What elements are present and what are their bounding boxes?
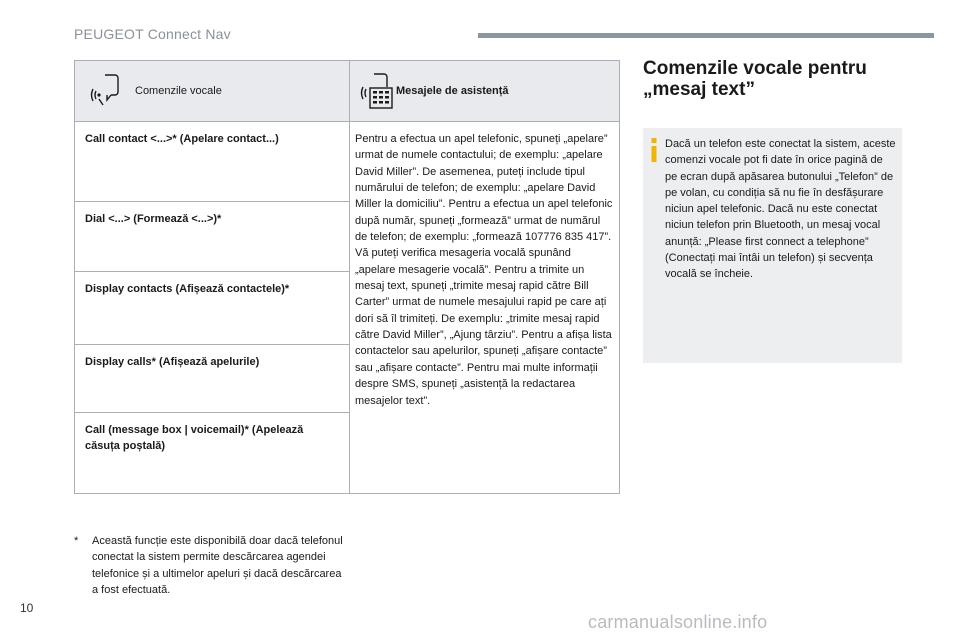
header-bar	[478, 33, 934, 38]
commands-column	[75, 122, 350, 494]
page-header-title: PEUGEOT Connect Nav	[74, 26, 231, 42]
table-header	[75, 61, 619, 122]
watermark: carmanualsonline.info	[588, 612, 768, 632]
command-display-calls: Display calls* (Afișează apelurile)	[75, 345, 349, 413]
page-number: 10	[20, 601, 34, 615]
voice-assistance-icon	[358, 71, 394, 111]
table-header-commands	[75, 61, 350, 121]
table-header-assistance	[350, 61, 618, 121]
section-title: Comenzile vocale pentru „mesaj text”	[643, 58, 867, 100]
footnote-mark: *	[74, 535, 79, 547]
command-call-voicemail: Call (message box | voicemail)* (Apelează căsuța poștală)	[85, 424, 304, 452]
info-box	[643, 128, 902, 363]
table-header-assistance-label: Mesajele de asistență	[396, 85, 509, 97]
info-icon	[649, 138, 659, 162]
footnote	[74, 533, 344, 598]
assistance-message-text: Pentru a efectua un apel telefonic, spuneți „apelare” urmat de numele contactului; de exemplu: „apelare David Miller”. De asemenea, puteți include tipul numărului de telefon; de exemplu: „apelare David Miller la domiciliu”. Pentru a efectua un apel telefonic după număr, spuneți „formează” urmat de numărul de telefon; de exemplu: „formează 107776 835 417”. Vă puteți verifica mesageria vocală spunând „apelare mesagerie vocală”. Pentru a trimite un mesaj text, spuneți „trimite mesaj rapid către Bill Carter” urmat de numele mesajului rapid pe care ați dori să îl trimiteți. De exemplu: „trimite mesaj rapid către David Miller”, „Ajung târziu”. Pentru a afișa lista contactelor sau apelurilor, spuneți „afișare contacte” sau „afișare contacte”. Pentru mai multe informații despre SMS, spuneți „asistență la redactarea mesajelor text”.	[355, 133, 613, 407]
voice-commands-table	[74, 60, 620, 494]
footnote-text: Această funcție este disponibilă doar dacă telefonul conectat la sistem permite descărcarea agendei telefonice și a ultimelor apeluri și dacă descărcarea a fost efectuată.	[92, 535, 343, 596]
command-dial: Dial <...> (Formează <...>)*	[75, 202, 349, 272]
info-text: Dacă un telefon este conectat la sistem, aceste comenzi vocale pot fi date în orice pagină de pe ecran după apăsarea butonului „Telefon” de pe volan, cu condiția să nu fie în desfășurare niciun apel telefonic. Dacă nu este conectat niciun telefon prin Bluetooth, un mesaj vocal anunță: „Please first connect a telephone” (Conectați mai întâi un telefon) și secvența vocală se încheie.	[665, 138, 896, 281]
command-call-contact: Call contact <...>* (Apelare contact...)	[75, 122, 349, 202]
command-display-contacts: Display contacts (Afișează contactele)*	[75, 272, 349, 345]
table-header-commands-label: Comenzile vocale	[135, 85, 222, 97]
voice-command-icon	[87, 71, 123, 111]
